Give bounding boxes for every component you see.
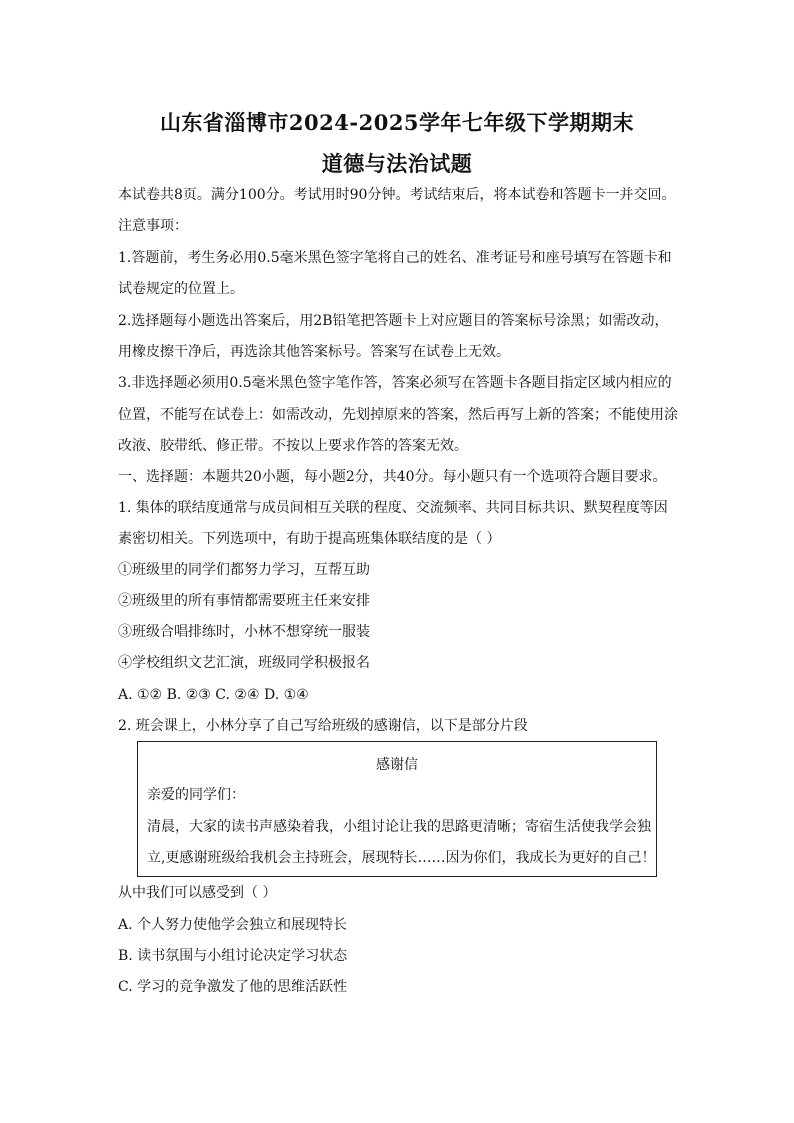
- q2-stem: 2. 班会课上，小林分享了自己写给班级的感谢信，以下是部分片段: [118, 718, 528, 734]
- note-1-line-2: 试卷规定的位置上。: [118, 281, 244, 297]
- q2-question: 从中我们可以感受到（ ）: [118, 885, 277, 901]
- q1-options: A. ①② B. ②③ C. ②④ D. ①④: [118, 687, 309, 703]
- q1-item-3: ③班级合唱排练时，小林不想穿统一服装: [118, 624, 370, 640]
- exam-title: 山东省淄博市2024-2025学年七年级下学期期末: [159, 110, 635, 135]
- q1-stem-line-2: 素密切相关。下列选项中，有助于提高班集体联结度的是（ ）: [118, 531, 501, 547]
- note-3-line-1: 3.非选择题必须用0.5毫米黑色签字笔作答，答案必须写在答题卡各题目指定区域内相应的: [118, 375, 672, 391]
- note-2-line-1: 2.选择题每小题选出答案后，用2B铅笔把答题卡上对应题目的答案标号涂黑；如需改动，: [118, 313, 669, 329]
- q1-item-1: ①班级里的同学们都努力学习，互帮互助: [118, 562, 370, 578]
- q1-item-2: ②班级里的所有事情都需要班主任来安排: [118, 593, 370, 609]
- notes-heading: 注意事项：: [118, 218, 188, 234]
- q1-item-4: ④学校组织文艺汇演，班级同学积极报名: [118, 655, 370, 671]
- q1-stem-line-1: 1. 集体的联结度通常与成员间相互关联的程度、交流频率、共同目标共识、默契程度等因: [118, 500, 668, 516]
- note-3-line-3: 改液、胶带纸、修正带。不按以上要求作答的答案无效。: [118, 438, 468, 454]
- letter-greeting: 亲爱的同学们：: [147, 787, 245, 803]
- thank-you-letter-box: [137, 741, 657, 877]
- q2-option-c: C. 学习的竞争激发了他的思维活跃性: [118, 979, 348, 995]
- note-3-line-2: 位置，不能写在试卷上：如需改动，先划掉原来的答案，然后再写上新的答案；不能使用涂: [118, 407, 678, 423]
- letter-body-line-2: 立,更感谢班级给我机会主持班会，展现特长……因为你们，我成长为更好的自己！: [147, 850, 656, 866]
- note-2-line-2: 用橡皮擦干净后，再选涂其他答案标号。答案写在试卷上无效。: [118, 344, 510, 360]
- q2-option-b: B. 读书氛围与小组讨论决定学习状态: [118, 948, 348, 964]
- letter-title: 感谢信: [376, 757, 418, 773]
- exam-subject-title: 道德与法治试题: [321, 151, 473, 176]
- q2-option-a: A. 个人努力使他学会独立和展现特长: [118, 917, 348, 933]
- section-heading: 一、选择题：本题共20小题，每小题2分，共40分。每小题只有一个选项符合题目要求。: [118, 469, 667, 485]
- exam-info: 本试卷共8页。满分100分。考试用时90分钟。考试结束后，将本试卷和答题卡一并交回。: [118, 187, 676, 203]
- note-1-line-1: 1.答题前，考生务必用0.5毫米黑色签字笔将自己的姓名、准考证号和座号填写在答题卡和: [118, 250, 672, 266]
- letter-body-line-1: 清晨，大家的读书声感染着我，小组讨论让我的思路更清晰；寄宿生活使我学会独: [147, 819, 651, 835]
